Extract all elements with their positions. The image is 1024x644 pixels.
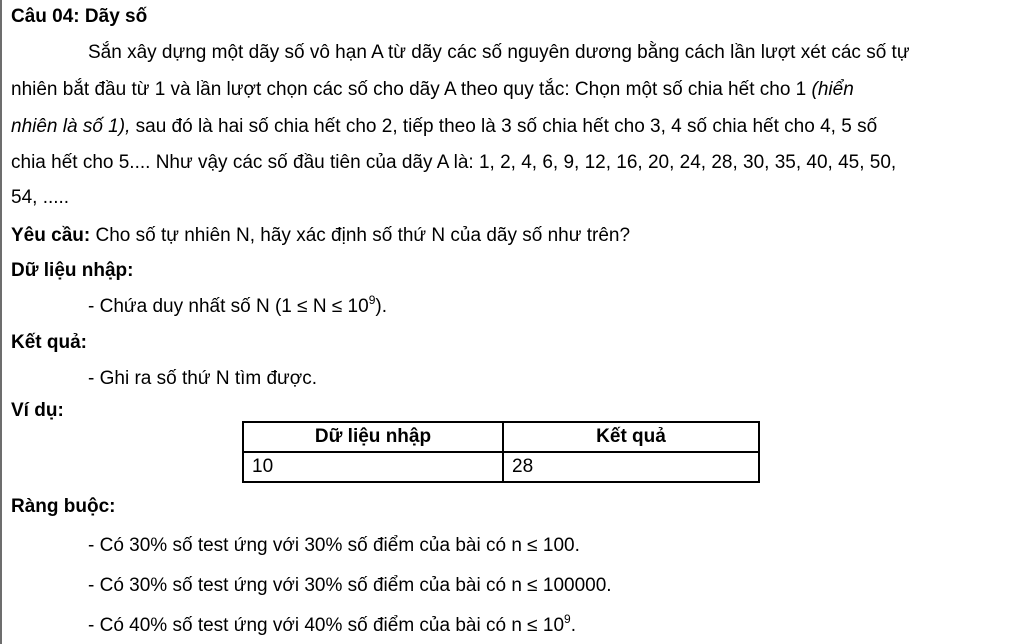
output-heading: Kết quả:	[11, 332, 87, 353]
requirement	[11, 224, 630, 248]
requirement-label: Yêu cầu:	[11, 225, 91, 246]
table-header-output: Kết quả	[503, 422, 759, 452]
problem-title: Câu 04: Dãy số	[11, 6, 148, 27]
input-line-suffix: ).	[375, 296, 387, 317]
constraint-line-2: - Có 30% số test ứng với 30% số điểm của bài có n ≤ 100000.	[88, 575, 612, 596]
constraint-line-3	[88, 611, 576, 638]
example-table	[242, 421, 760, 483]
constraints-heading: Ràng buộc:	[11, 496, 116, 517]
requirement-text: Cho số tự nhiên N, hãy xác định số thứ N của dãy số như trên?	[90, 225, 631, 246]
input-line-exponent: 9	[368, 292, 376, 307]
paragraph-line-3	[11, 115, 877, 139]
constraint-line-3-exponent: 9	[564, 611, 571, 626]
table-cell-output: 28	[503, 452, 759, 482]
constraint-line-3-text: - Có 40% số test ứng với 40% số điểm của bài có n ≤ 10	[88, 615, 565, 636]
paragraph-line-3-italic: nhiên là số 1),	[11, 116, 131, 137]
input-line	[88, 292, 387, 319]
table-row	[243, 452, 759, 482]
output-line: - Ghi ra số thứ N tìm được.	[88, 368, 318, 389]
paragraph-line-3-text: sau đó là hai số chia hết cho 2, tiếp theo là 3 số chia hết cho 3, 4 số chia hết cho 4, 5 số	[130, 116, 878, 137]
paragraph-line-2	[11, 78, 854, 102]
constraint-line-3-suffix: .	[570, 615, 576, 636]
input-heading: Dữ liệu nhập:	[11, 260, 134, 281]
example-heading: Ví dụ:	[11, 400, 64, 421]
paragraph-line-2-italic: (hiển	[811, 79, 854, 100]
table-header-row	[243, 422, 759, 452]
paragraph-line-4: chia hết cho 5.... Như vậy các số đầu tiên của dãy A là: 1, 2, 4, 6, 9, 12, 16, 20, 24, 28, 30, 35, 40, 45, 50,	[11, 152, 897, 173]
table-cell-input: 10	[243, 452, 503, 482]
paragraph-line-1: Sắn xây dựng một dãy số vô hạn A từ dãy các số nguyên dương bằng cách lần lượt xét các số tự	[88, 42, 910, 63]
table-header-input: Dữ liệu nhập	[243, 422, 503, 452]
constraint-line-1: - Có 30% số test ứng với 30% số điểm của bài có n ≤ 100.	[88, 535, 580, 556]
paragraph-line-5: 54, .....	[11, 187, 70, 208]
paragraph-line-2-text: nhiên bắt đầu từ 1 và lần lượt chọn các số cho dãy A theo quy tắc: Chọn một số chia hết cho 1	[11, 79, 812, 100]
input-line-text: - Chứa duy nhất số N (1 ≤ N ≤ 10	[88, 296, 369, 317]
